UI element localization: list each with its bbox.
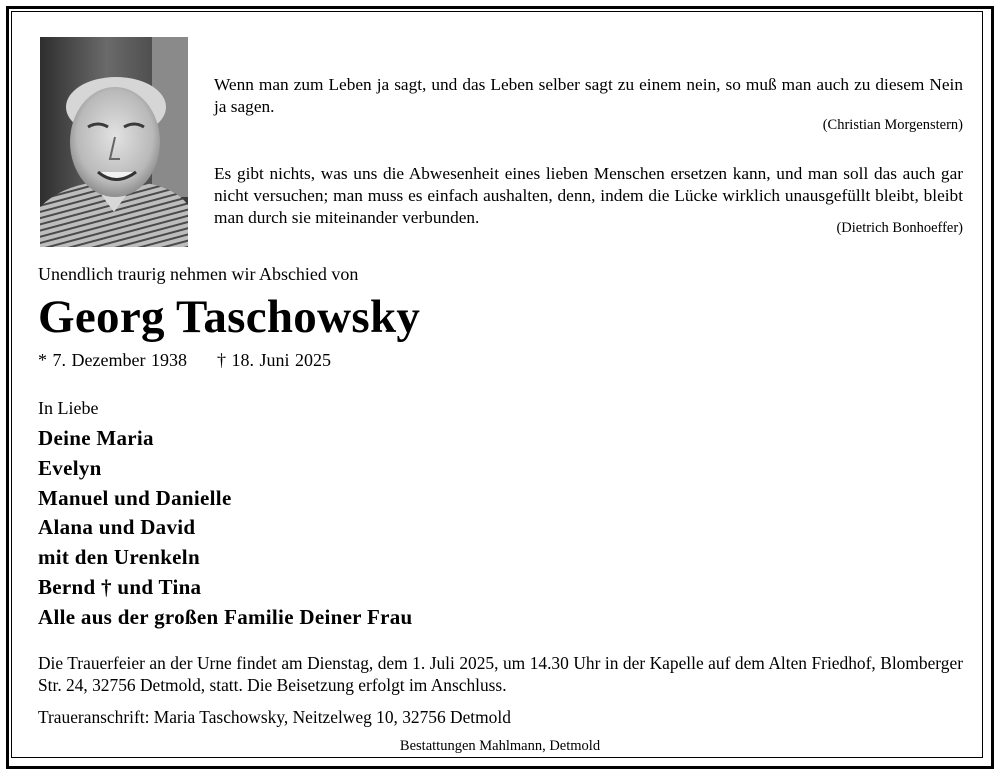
death-date: † 18. Juni 2025	[216, 350, 331, 370]
mourners-intro: In Liebe	[38, 398, 99, 418]
farewell-intro: Unendlich traurig nehmen wir Abschied von	[38, 264, 359, 284]
life-dates	[38, 350, 331, 371]
portrait-photo	[40, 37, 188, 247]
mourner-name: Alana und David	[38, 515, 196, 540]
quote-morgenstern: Wenn man zum Leben ja sagt, und das Leben selber sagt zu einem nein, so muß man auch zu diesem Nein ja sagen.	[214, 75, 963, 116]
mourner-name: Deine Maria	[38, 426, 154, 450]
mourner-name: Alle aus der großen Familie Deiner Frau	[38, 604, 413, 629]
mourner-name: Manuel und Danielle	[38, 485, 232, 510]
quote-author-morgenstern: (Christian Morgenstern)	[822, 117, 963, 133]
quote-bonhoeffer: Es gibt nichts, was uns die Abwesenheit eines lieben Menschen ersetzen kann, und man soll das auch gar nicht versuchen; man muss es einfach aushalten, denn, indem die Lücke wirklich unausgefüllt bleibt, bleibt man durch sie miteinander verbunden.	[214, 164, 963, 227]
mourner-name: Bernd † und Tina	[38, 574, 202, 599]
undertaker: Bestattungen Mahlmann, Detmold	[399, 738, 601, 754]
mourners-list	[38, 424, 413, 633]
birth-date: * 7. Dezember 1938	[38, 350, 187, 370]
quote-author-bonhoeffer: (Dietrich Bonhoeffer)	[836, 220, 963, 236]
ceremony-info: Die Trauerfeier an der Urne findet am Dienstag, dem 1. Juli 2025, um 14.30 Uhr in der Kapelle auf dem Alten Friedhof, Blomberger Str. 24, 32756 Detmold, statt. Die Beisetzung erfolgt im Anschluss.	[38, 653, 963, 695]
mourner-name: Evelyn	[38, 455, 102, 480]
deceased-name: Georg Taschowsky	[38, 291, 421, 343]
mourner-name: mit den Urenkeln	[38, 545, 200, 570]
mourning-address: Traueranschrift: Maria Taschowsky, Neitzelweg 10, 32756 Detmold	[38, 707, 511, 727]
